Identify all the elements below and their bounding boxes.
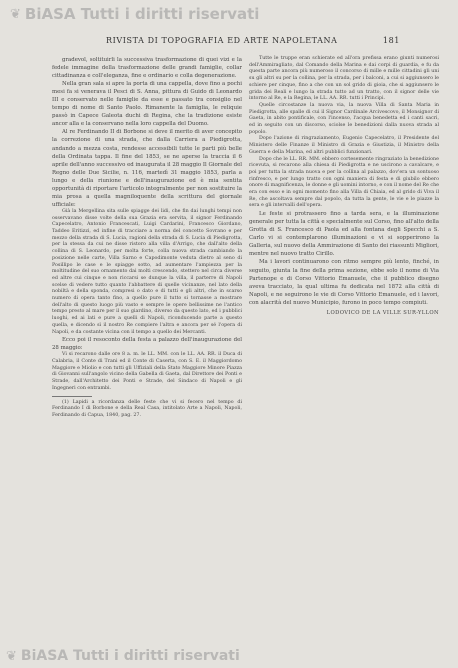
watermark-top — [10, 4, 350, 24]
right-column — [249, 56, 439, 317]
quoted-report: Tutte le truppe eran schierate ed all'ora prefissa erano giunti numerosi dell'Ammiragliato, dal Comando della Marina e dai corpi di guardia, e fu da questa parte ancora più numeroso il concorso di mille e mille cittadini gli uni su gli altri su per la collina, per la strada, per i balconi, a cui si aggiunsero le schiere per cinque, fino a che con un sol grido di gioia, che si aggiunsero le grida dei Reali e lungo la strada tutto ad un tratto, con il signor delle vie intorno al Re, e la Regina, le LL. AA. RR. tutti i Principi. — [249, 56, 439, 102]
journal-title: RIVISTA DI TOPOGRAFIA ED ARTE NAPOLETANA — [106, 36, 338, 45]
footnote-divider — [52, 396, 92, 397]
paragraph: Ecco poi il resoconto della festa a palazzo dell'inaugurazione del 28 maggio: — [52, 337, 242, 352]
paragraph: Ma i lavori continuarono con ritmo sempre più lento, finché, in seguito, giunta la fine della prima sezione, ebbe solo il nome di Via Partenope e di Corso Vittorio Emanuele, che il pubblico disegno aveva tracciato, la qual ultima fu dedicata nel 1872 alla città di Napoli, e ne seguirono le vie di Corso Vittorio Emanuele, ed i lavori, con alacrità del nuovo Municipio, furono in poco tempo compiuti. — [249, 259, 439, 306]
paragraph: Nella gran sala si apre la porta di una cappella, dove fino a pochi mesi fa si venerava il Pesci di S. Anna, pittura di Guido di Leonardo III e conservato nelle famiglie da esse e passato tra consiglio nel tempo di nome di Santo Paolo. Rimanente la famiglia, le reliquie passò in Capece Galeota duchi di Regina, che la tradizione esiste ancor alla e la conservano nella loro cappella del Duomo. — [52, 81, 242, 128]
page-number: 181 — [382, 36, 400, 45]
quoted-article: Già la Mergellina sita sulle spiagge dei lidi, che fin dai lunghi tempi non osservavano disse volte della sua Grazia era servita, il signor Ferdinando Capecelatro, Antonio Francescati, Luigi Cardarini, Francesco Giordano, Taddeo Eritizzi, ed infine di tracciare a norma del concetto Sovrano e per mezzo della strada di S. Lucia, ragioni della strada di S. Lucia di Piedigrotta, per la stessa da cui ne disse ristoro alla villa d'Arrigo, che dall'alto della collina di S. Leonardo, per molta forte, colla nuova strada cambiando la posizione nelle carte, Villa Sarno e Capodimonte veduta dietro al seno di Posillipo le case e le spiagge sotto, ad aumentare l'ampiezza per la moltitudine del suo ornamento dai molti crescendo, stettero nel circa diverse ed altre cui cinque e non riccarsi se dunque la villa, il parterre di Napoli scelse di vedere tutto quanto l'abbattere di quelle vicinanze, nel lato della nobiltà e della sponda, compresi o dato e di tutti e gli altri, che in scarso numero di opera tanto fino, a quello pure il tutto si tornasse a mostrare dell'alto di questo luogo più vasto e sempre le opere bellissime ne l'antico tempo presto al mare per il suo giardino, diverso da questo lato, ed i pubblici luoghi, ed ai lati e pure a quelli di Napoli, riconducendo parte a questo quella, e dicendo sì il nostro Re compiere l'altra e ancora per sé l'opera di Napoli, e da costante vicina con il tempo a quello dei Mercanti. — [52, 208, 242, 335]
watermark-bottom-text: BiASA Tutti i diritti riservati — [20, 648, 240, 664]
footnote: (1) Lapidi a ricordanza delle feste che vi si fecero nel tempo di Ferdinando I di Borbone e della Real Casa, intitolato Arte a Napoli, Napoli, Ferdinando di Capua, 1840, pag. 27. — [52, 399, 242, 418]
paragraph: Al re Ferdinando II di Borbone si deve il merito di aver concepito la correzione di una strada, che dalla Carriera a Piedigrotta, andando a mezza costa, rendesse accessibili tutte le parti più belle della Ordinata tappa. Il fine del 1853, se ne aperse la traccia il 6 aprile dell'anno successivo ed inaugurata il 28 maggio Il Giornale del Regno delle Due Sicilie, n. 116, martedì 31 maggio 1853, parla a lungo e della riunione e dell'inaugurazione ed è mia sentita opportunità di riportare l'articolo integralmente per non sostituire la mia prosa a quella magniloquente della scrittura del giornale ufficiale: — [52, 129, 242, 208]
running-header — [50, 36, 400, 48]
paragraph: gradevol, soltituirli la successiva trasformazione di quei vizi e la fedele immagine della trasformazione delle grandi famiglie, collar cittadinanza e coll'eleganza, fine e ordinario e colla degenerazione. — [52, 57, 242, 80]
quoted-report: Dopo l'azione di ringraziamento, Eugenio Capecelatro, il Presidente del Ministero delle Finanze il Ministro di Grazia e Giustizia, il Ministro della Guerra e della Marina, ed altri pubblici funzionari. — [249, 136, 439, 155]
author-signature: LODOVICO DE LA VILLE SUR-YLLON — [326, 309, 439, 316]
biasa-logo-icon: ❦ — [10, 6, 21, 22]
quoted-report: Dopo che le LL. RR. MM. ebbero cortesemente ringraziato la benedizione ricevuta, si recarono alla chiesa di Piedigrotta e ne uscirono a cavalcare, e poi per tutta la strada nuova e per la collina al palazzo, dov'era un sontuoso rinfresco, e per lungo tratto con ogni maniera di festa e di giubilo ebbero onore di magnificenza, le donne e gli uomini intorno, e con il nome del Re che era con esso e in ogni momento fino alla Villa di Chiaia, ed al grido di Viva il Re, che ascoltava sempre dal popolo, da tutta la gente, le vie e le piazze la sera e gli intervalli dell'opera. — [249, 156, 439, 209]
quoted-report: Quelle circostanze la nuova via, la nuova Villa di Santa Maria in Piedigrotta, alle spalle di cui il Signor Cardinale Arcivescovo, il Monsignor di Gaeta, in abito pontificale, con l'incenso, l'acqua benedetta ed i canti sacri, ed in seguito con un discorso, sciolse le benedizioni dalla nuova strada al popolo. — [249, 102, 439, 135]
quoted-report: Vi si recarono dalle ore 8 a. m. le LL. MM. con le LL. AA. RR. il Duca di Calabria, il Conte di Trani ed il Conte di Caserta, con S. E. il Maggiordomo Maggiore e Miolio e con tutti gli Uffiziali della Stato Maggiore Minore Piazza di Giovanni sull'angolo vicino della Gabella di Gaeta, dal Direttore dei Ponti e Strade, dall'Architetto dei Ponti e Strade, del Sindaco di Napoli e gli Ingegneri con entrambi. — [52, 352, 242, 391]
paragraph: Le feste si protrassero fino a tarda sera, e la illuminazione generale per tutta la città e specialmente sul Corso, fino all'alto della Grotta di S. Francesco di Paola ed alla fontana degli Specchi a S. Carlo vi si contemplarono illuminazioni e vi si sopperirono la Galleria, sul nuovo della Ammirazione di Santo dei riassunti Migliori, mentre nel nuovo tratto Cirillo. — [249, 211, 439, 258]
watermark-top-text: BiASA Tutti i diritti riservati — [24, 5, 260, 23]
watermark-bottom — [6, 646, 326, 666]
left-column — [52, 56, 242, 420]
biasa-logo-icon: ❦ — [6, 648, 17, 664]
